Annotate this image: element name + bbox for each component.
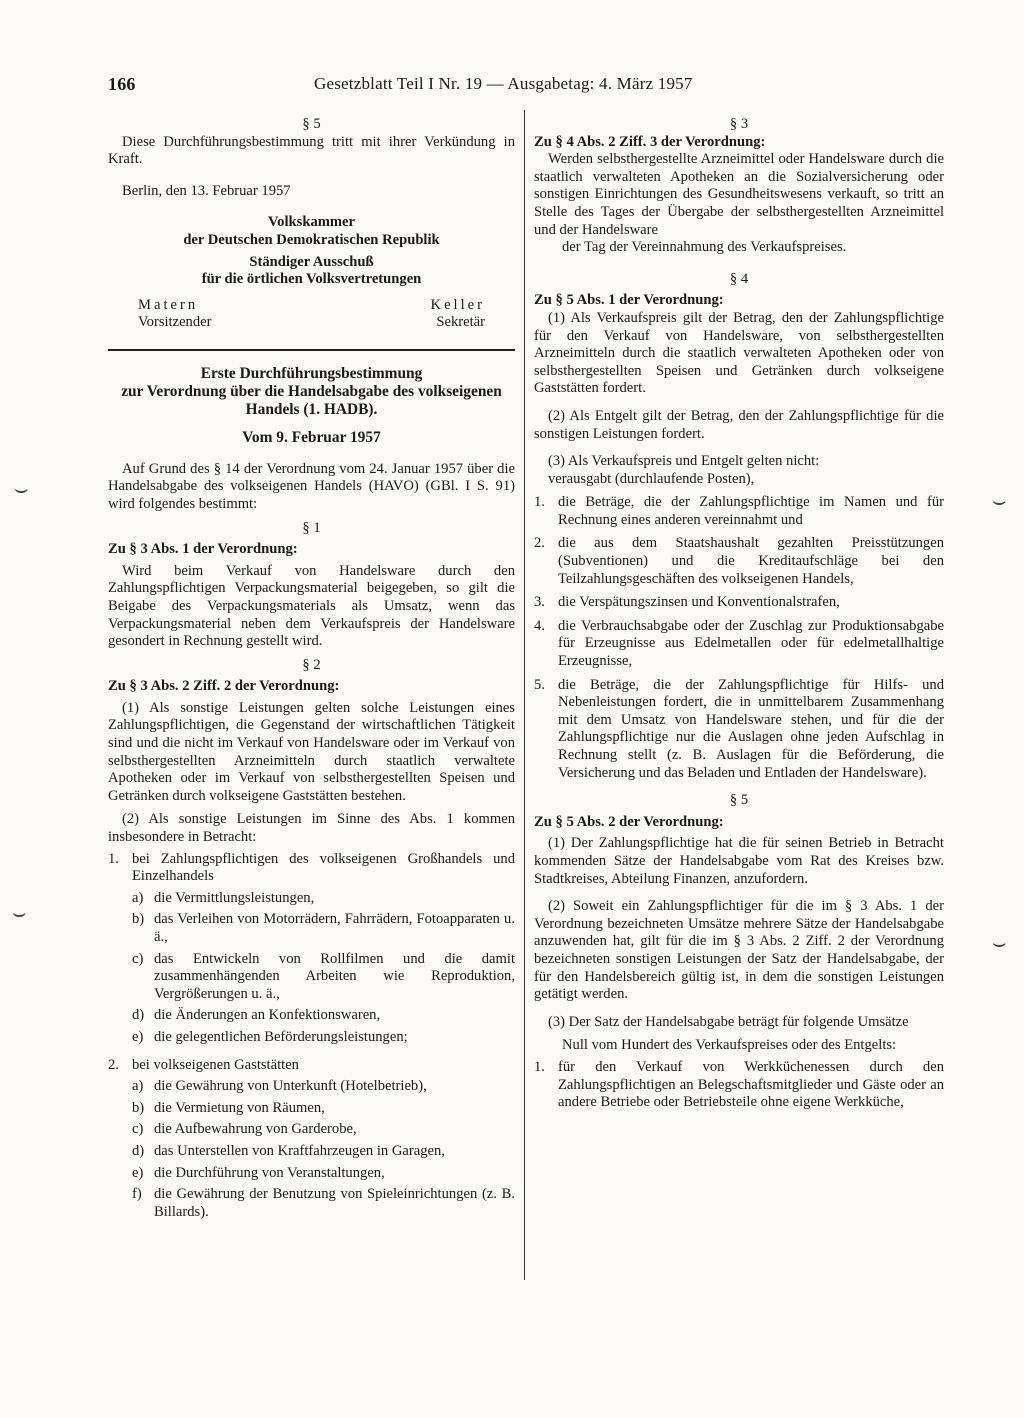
section-5-text: Diese Durchführungsbestimmung tritt mit ihrer Verkündung in Kraft. bbox=[108, 133, 515, 168]
signer-right-name: Keller bbox=[430, 296, 485, 313]
doc-title-2: zur Verordnung über die Handelsabgabe des volkseigenen Handels (1. HADB). bbox=[121, 382, 502, 418]
signer-right-role: Sekretär bbox=[436, 314, 485, 331]
section-5b-para-1: (1) Der Zahlungspflichtige hat die für seinen Betrieb in Betracht kommenden Sätze der Handelsabgabe vom Rat des Kreises bzw. Stadtkreises, Abteilung Finanzen, anzufordern. bbox=[534, 835, 944, 887]
list-item: 2. die aus dem Staatshaushalt gezahlten Preisstützungen (Subventionen) und die Kreditaufschläge bei den Teilzahlungsgeschäften des volkseigenen Handels, bbox=[534, 535, 944, 587]
sub-list-item: b) das Verleihen von Motorrädern, Fahrrädern, Fotoapparaten u. ä., bbox=[132, 911, 515, 945]
section-4-subtitle: Zu § 5 Abs. 1 der Verordnung: bbox=[534, 292, 724, 309]
section-5b-para-2: (2) Soweit ein Zahlungspflichtiger für die im § 3 Abs. 1 der Verordnung bezeichneten Umsätze mehrere Sätze der Handelsabgabe anzuwenden hat, gilt für die im § 3 Abs. 2 Ziff. 2 der Verordnung bezeichneten sonstigen Leistungen der Satz der Handelsabgabe, der für den Handelsbereich gültig ist, in dem die sonstigen Leistungen getätigt werden. bbox=[534, 898, 944, 1003]
section-2-para-2: (2) Als sonstige Leistungen im Sinne des Abs. 1 kommen insbesondere in Betracht: bbox=[108, 811, 515, 846]
section-4-para-1: (1) Als Verkaufspreis gilt der Betrag, den der Zahlungspflichtige für den Verkauf von Handelsware, von selbsthergestellten Arzneimitteln durch die staatlich verwalteten Apotheken oder von selbsthergestellten Speisen und Getränken durch volkseigene Gaststätten fordert. bbox=[534, 309, 944, 397]
intro-text: Auf Grund des § 14 der Verordnung vom 24. Januar 1957 über die Handelsabgabe des volkseigenen Handels (HAVO) (GBl. I S. 91) wird folgendes bestimmt: bbox=[108, 460, 515, 512]
list-item: 1. die Beträge, die der Zahlungspflichtige im Namen und für Rechnung eines anderen vereinnahmt und bbox=[534, 494, 944, 528]
page-number: 166 bbox=[108, 74, 136, 94]
section-4-para-2: (2) Als Entgelt gilt der Betrag, den der Zahlungspflichtige für die sonstigen Leistungen fordert. bbox=[534, 407, 944, 442]
page-header bbox=[108, 74, 768, 100]
section-3-text: Werden selbsthergestellte Arzneimittel oder Handelsware durch die staatlich verwalteten Apotheken an die Sozialversicherung oder sonstigen Einrichtungen des Gesundheitswesens verkauft, so tritt an Stelle des Tages der Übergabe der selbsthergestellten Arzneimittel und der Handelsware bbox=[534, 151, 944, 238]
margin-mark: ⌣ bbox=[14, 476, 29, 501]
section-4-para-3b: verausgabt (durchlaufende Posten), bbox=[548, 470, 755, 487]
section-4-para-3: (3) Als Verkaufspreis und Entgelt gelten nicht: bbox=[548, 453, 820, 470]
margin-mark: ⌣ bbox=[12, 900, 27, 925]
section-1-heading: § 1 bbox=[302, 519, 321, 536]
date-line: Berlin, den 13. Februar 1957 bbox=[122, 182, 291, 199]
list-item: 2. bei volkseigenen Gaststätten bbox=[108, 1056, 299, 1073]
section-4-heading: § 4 bbox=[729, 270, 749, 287]
doc-title-1: Erste Durchführungsbestimmung bbox=[200, 364, 423, 382]
section-2-heading: § 2 bbox=[302, 656, 321, 673]
sub-list-item: e) die gelegentlichen Beförderungsleistungen; bbox=[132, 1028, 408, 1045]
margin-mark: ⌣ bbox=[992, 488, 1007, 513]
org-line-2: der Deutschen Demokratischen Republik bbox=[183, 231, 440, 248]
margin-mark: ⌣ bbox=[992, 930, 1007, 955]
section-divider bbox=[108, 349, 515, 351]
section-5b-para-3: (3) Der Satz der Handelsabgabe beträgt für folgende Umsätze bbox=[548, 1013, 909, 1030]
section-2-para-1: (1) Als sonstige Leistungen gelten solche Leistungen eines Zahlungspflichtigen, die Gegenstand der wirtschaftlichen Tätigkeit sind und die nicht im Verkauf von Handelsware oder im Verkauf von selbsthergestellten Arzneimitteln durch staatlich verwaltete Apotheken oder im Verkauf von selbsthergestellten Speisen und Getränken durch volkseigene Gaststätten bestehen. bbox=[108, 699, 515, 804]
signer-left-role: Vorsitzender bbox=[138, 314, 212, 331]
list-item: 4. die Verbrauchsabgabe oder der Zuschlag zur Produktionsabgabe für Erzeugnisse aus Edelmetallen oder für edelmetallhaltige Erzeugnisse, bbox=[534, 617, 944, 670]
section-1-subtitle: Zu § 3 Abs. 1 der Verordnung: bbox=[108, 541, 298, 558]
org-line-1: Volkskammer bbox=[267, 214, 356, 231]
sub-list-item: f) die Gewährung der Benutzung von Spieleinrichtungen (z. B. Billards). bbox=[132, 1186, 515, 1220]
sub-list-item: a) die Vermittlungsleistungen, bbox=[132, 889, 315, 906]
column-divider bbox=[524, 110, 525, 1280]
list-item: 1. für den Verkauf von Werkküchenessen durch den Zahlungspflichtigen an Belegschaftsmitglieder und Gäste oder an andere Betriebe oder Betriebsteile ohne eigene Werkküche, bbox=[534, 1058, 944, 1111]
sub-list-item: d) das Unterstellen von Kraftfahrzeugen in Garagen, bbox=[132, 1142, 445, 1159]
list-item: 5. die Beträge, die der Zahlungspflichtige für Hilfs- und Nebenleistungen fordert, die in unmittelbarem Zusammenhang mit dem Umsatz von Handelsware stehen, und für die der Zahlungspflichtige nur die Auslagen ohne jeden Aufschlag in Rechnung stellt (z. B. Auslagen für die Beförderung, die Versicherung und das Beladen und Entladen der Handelsware). bbox=[534, 676, 944, 781]
section-2-subtitle: Zu § 3 Abs. 2 Ziff. 2 der Verordnung: bbox=[108, 678, 340, 695]
header-title: Gesetzblatt Teil I Nr. 19 — Ausgabetag: 4. März 1957 bbox=[314, 74, 693, 93]
signature-block bbox=[108, 297, 515, 337]
section-5b-subtitle: Zu § 5 Abs. 2 der Verordnung: bbox=[534, 813, 724, 830]
left-column bbox=[108, 116, 515, 1221]
section-5-heading: § 5 bbox=[302, 116, 321, 132]
section-3-subtitle: Zu § 4 Abs. 2 Ziff. 3 der Verordnung: bbox=[534, 133, 766, 150]
sub-list-item: d) die Änderungen an Konfektionswaren, bbox=[132, 1007, 381, 1024]
sub-list-item: b) die Vermietung von Räumen, bbox=[132, 1099, 325, 1116]
sub-list-item: c) die Aufbewahrung von Garderobe, bbox=[132, 1121, 357, 1138]
list-item: 3. die Verspätungszinsen und Konventionalstrafen, bbox=[534, 594, 840, 611]
section-3-heading: § 3 bbox=[729, 116, 749, 132]
org-line-4: für die örtlichen Volksvertretungen bbox=[201, 271, 422, 288]
org-line-3: Ständiger Ausschuß bbox=[249, 253, 374, 270]
right-column bbox=[534, 116, 944, 1112]
list-item: 1. bei Zahlungspflichtigen des volkseigenen Großhandels und Einzelhandels bbox=[108, 850, 515, 885]
section-1-text: Wird beim Verkauf von Handelsware durch den Zahlungspflichtigen Verpackungsmaterial beigegeben, so gilt die Beigabe des Verpackungsmaterials als Umsatz, wenn das Verpackungsmaterial neben dem Verkaufspreis der Handelsware gesondert in Rechnung gestellt wird. bbox=[108, 562, 515, 650]
section-5b-heading: § 5 bbox=[729, 792, 749, 809]
section-3-text-2: der Tag der Vereinnahmung des Verkaufspreises. bbox=[562, 239, 847, 256]
sub-list-item: a) die Gewährung von Unterkunft (Hotelbetrieb), bbox=[132, 1078, 427, 1095]
doc-date: Vom 9. Februar 1957 bbox=[242, 428, 381, 446]
section-5b-null-rate: Null vom Hundert des Verkaufspreises oder des Entgelts: bbox=[562, 1037, 897, 1054]
sub-list-item: c) das Entwickeln von Rollfilmen und die damit zusammenhängenden Arbeiten wie Reproduktion, Vergrößerungen u. ä., bbox=[132, 950, 515, 1002]
sub-list-item: e) die Durchführung von Veranstaltungen, bbox=[132, 1164, 385, 1181]
signer-left-name: Matern bbox=[138, 296, 199, 313]
